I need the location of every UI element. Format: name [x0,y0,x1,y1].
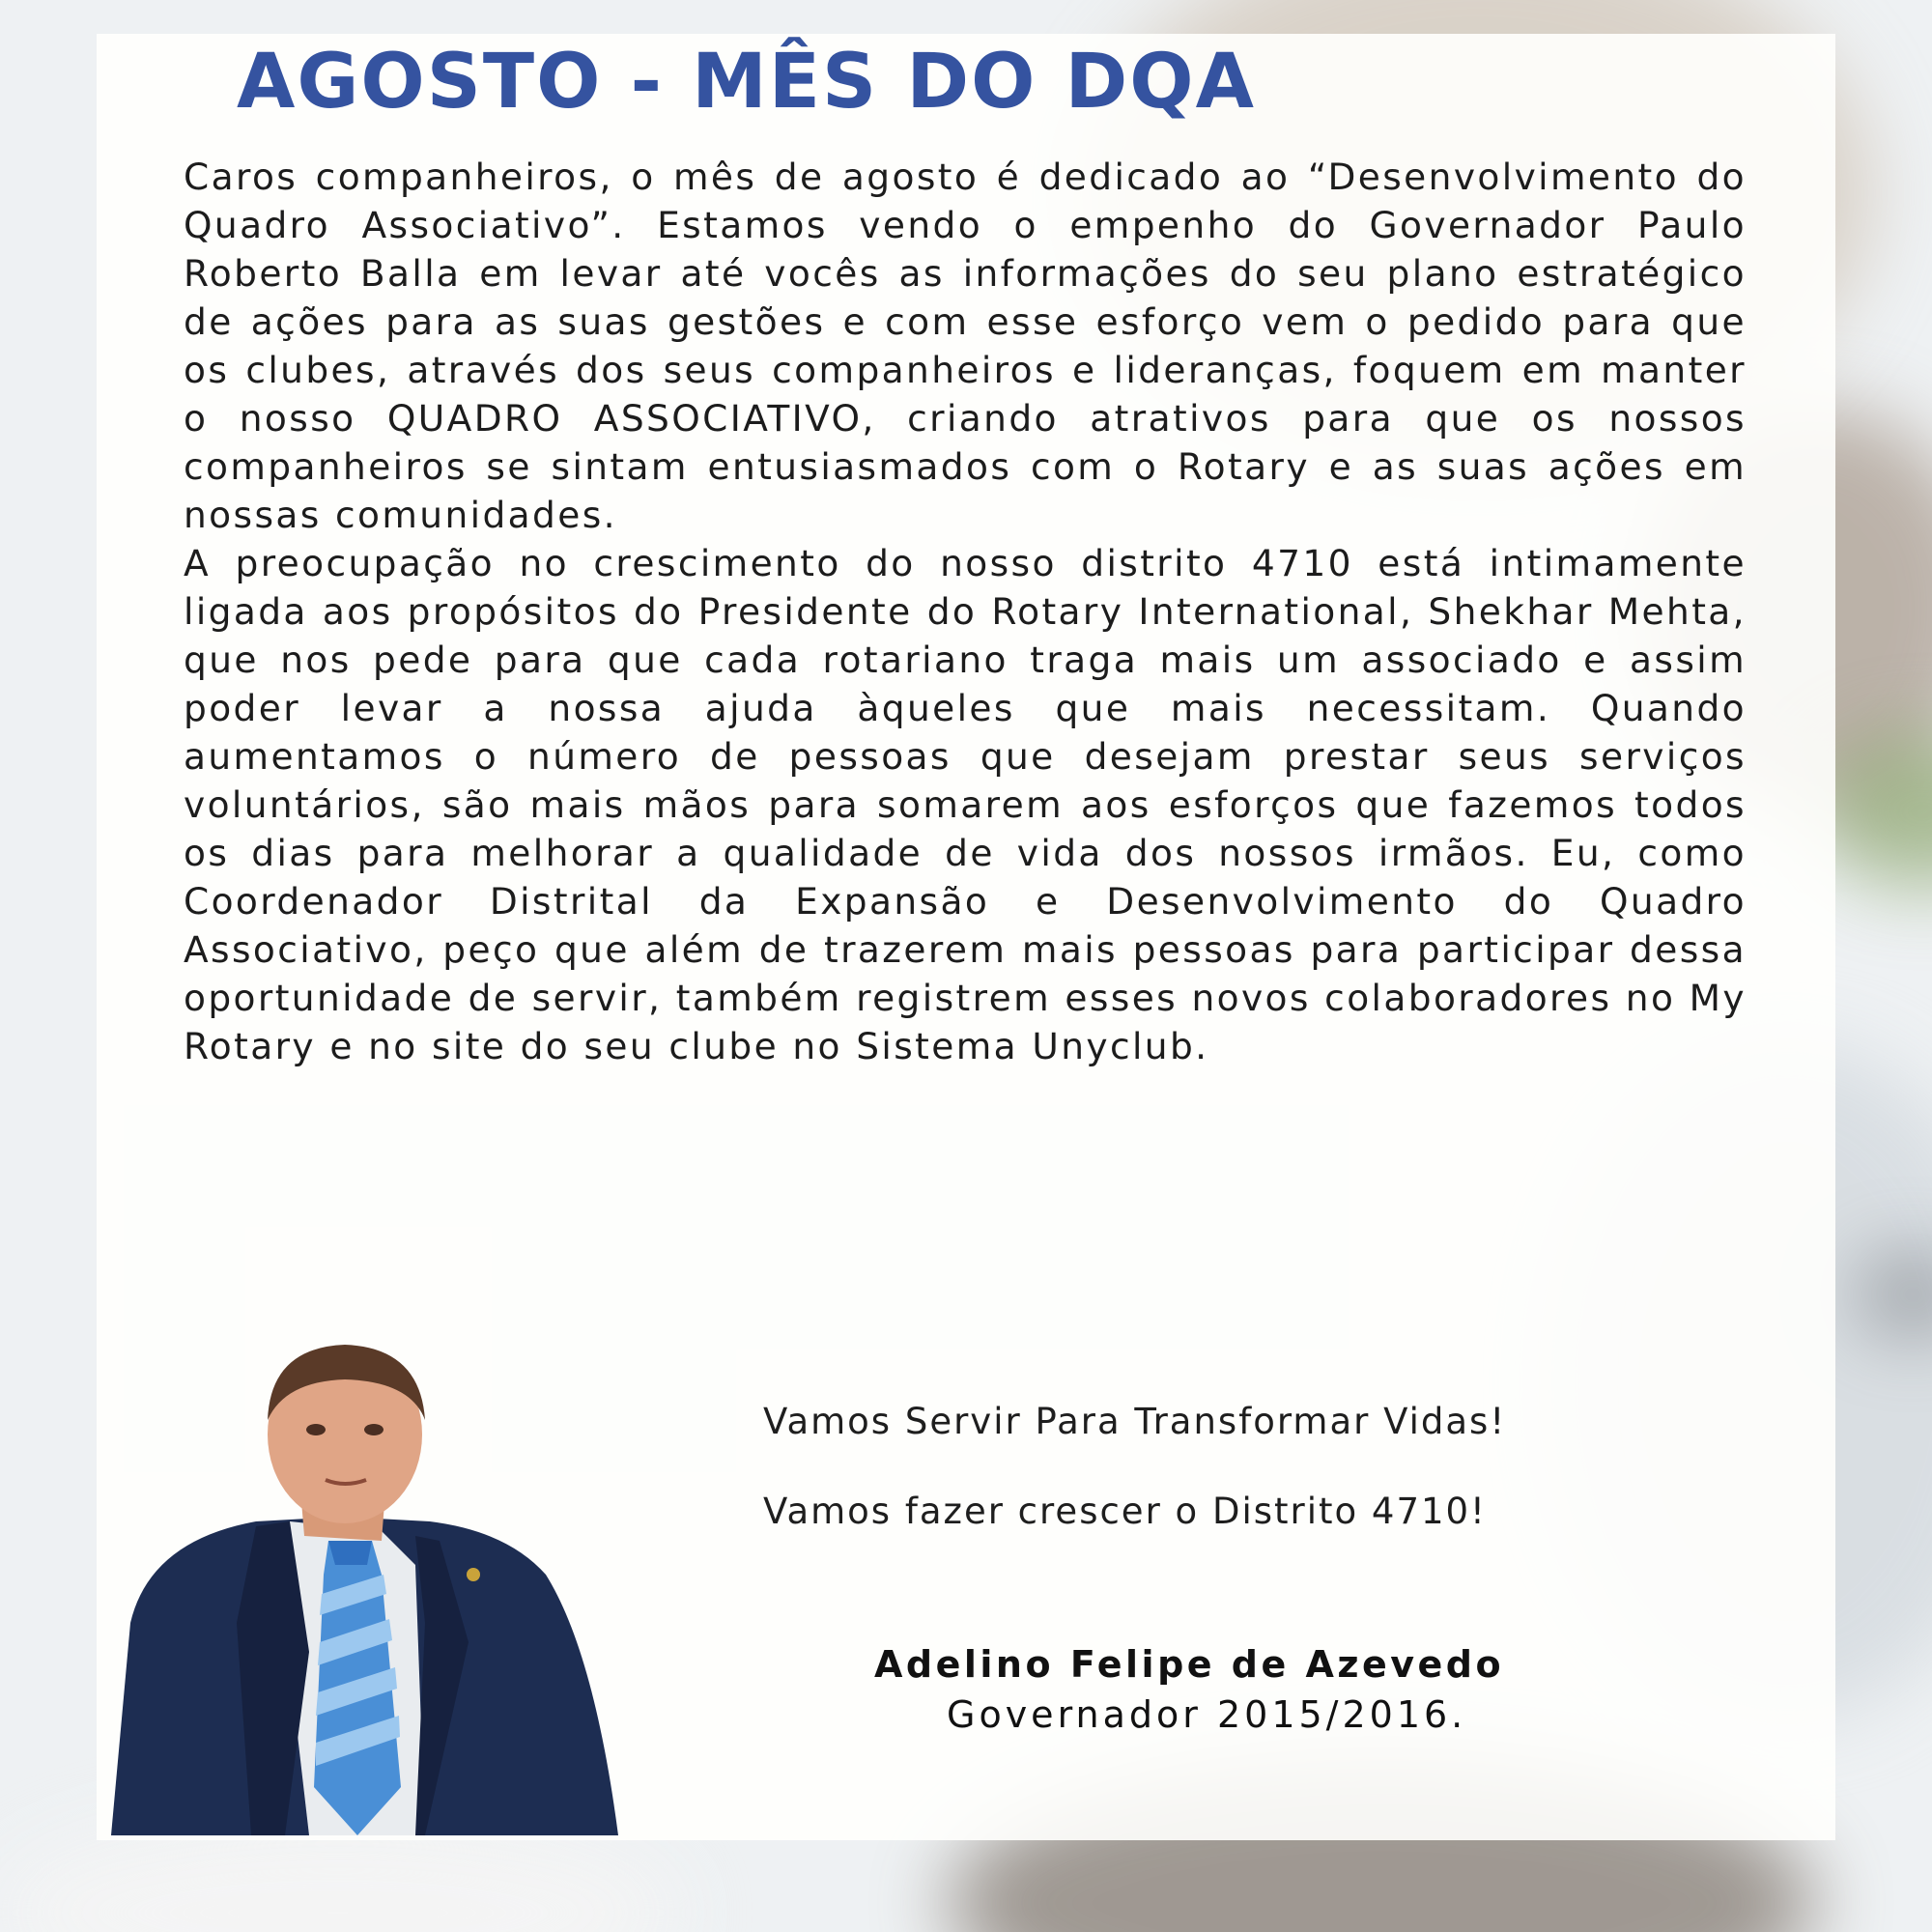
slogan-grow: Vamos fazer crescer o Distrito 4710! [763,1491,1487,1532]
letter-body [184,153,1747,1070]
paragraph-intro: Caros companheiros, o mês de agosto é dedicado ao “Desenvolvimento do Quadro Associativo”. Estamos vendo o empenho do Governador Paulo Roberto Balla em levar até vocês as informações do seu plano estratégico de ações para as suas gestões e com esse esforço vem o pedido para que os clubes, através dos seus companheiros e lideranças, foquem em manter o nosso QUADRO ASSOCIATIVO, criando atrativos para que os nossos companheiros se sintam entusiasmados com o Rotary e as suas ações em nossas comunidades. [184,156,1747,536]
signature-name: Adelino Felipe de Azevedo [874,1643,1505,1686]
page-title: AGOSTO - MÊS DO DQA [237,39,1256,126]
signature-role: Governador 2015/2016. [947,1693,1467,1736]
governor-portrait [92,1333,671,1840]
slogan-serve: Vamos Servir Para Transformar Vidas! [763,1401,1507,1442]
paragraph-district: A preocupação no crescimento do nosso distrito 4710 está intimamente ligada aos propósitos do Presidente do Rotary International, Shekhar Mehta, que nos pede para que cada rotariano traga mais um associado e assim poder levar a nossa ajuda àqueles que mais necessitam. Quando aumentamos o número de pessoas que desejam prestar seus serviços voluntários, são mais mãos para somarem aos esforços que fazemos todos os dias para melhorar a qualidade de vida dos nossos irmãos. Eu, como Coordenador Distrital da Expansão e Desenvolvimento do Quadro Associativo, peço que além de trazerem mais pessoas para participar dessa oportunidade de servir, também registrem esses novos colaboradores no My Rotary e no site do seu clube no Sistema Unyclub. [184,542,1747,1067]
